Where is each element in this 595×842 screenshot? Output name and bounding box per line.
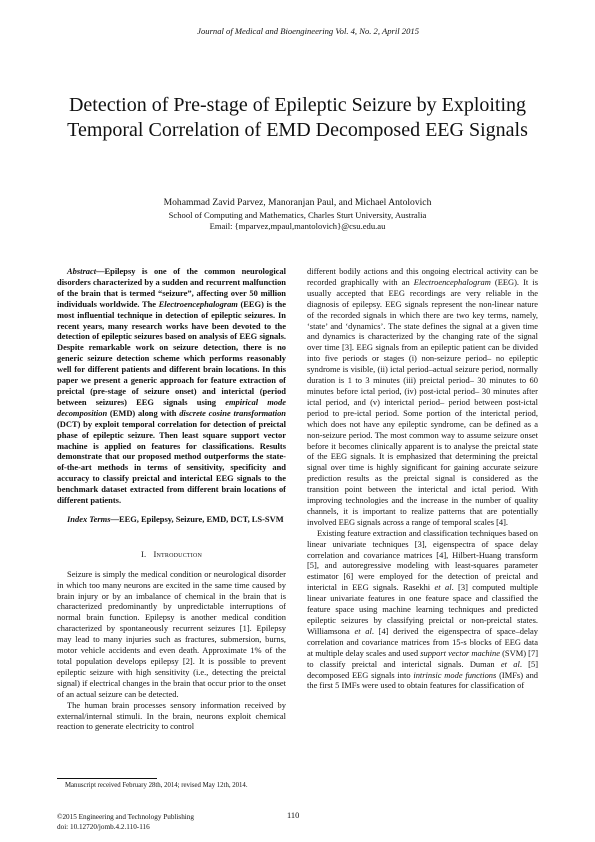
- journal-header: Journal of Medical and Bioengineering Vol. 4, No. 2, April 2015: [197, 26, 419, 36]
- abstract-text: —Epilepsy is one of the common neurological disorders characterized by a sudden and recurrent malfunction of the brain that is termed “seizure”, affecting over 50 million individuals worldwide. The: [57, 266, 286, 309]
- index-terms: [57, 514, 286, 525]
- abstract-text: (EEG) is the most influential technique in detection of epileptic seizures. In recent years, many research works have been devoted to the detection of epileptic seizures based on analysis of EEG signals. Despite remarkable work on seizure detection, there is no generic seizure detection scheme which performs reasonably well for different patients and different brain locations. In this paper we present a generic approach for feature extraction of preictal (pre-stage of seizure onset) and interictal (period between seizures) EEG signals using: [57, 298, 286, 407]
- copyright-line: ©2015 Engineering and Technology Publishing: [57, 813, 194, 821]
- abstract-term: discrete cosine transformation: [179, 407, 286, 418]
- footer-publisher: [57, 812, 194, 832]
- body-text: Existing feature extraction and classification techniques based on linear univariate techniques [3], eigenspectra of space delay correlation and covariance matrices [4], Hilbert-Huang transform [5], and autoregressive modeling with least-squares parameter estimator [6] were employed for the detection of preictal and interictal in EEG signals. Rasekhi: [307, 527, 538, 593]
- affiliation: School of Computing and Mathematics, Charles Sturt University, Australia: [168, 210, 427, 220]
- body-text: . [4] derived the eigenspectra of space–delay correlation and covariance matrices from 15-s blocks of EEG data at multiple delay scales and used: [307, 625, 539, 658]
- body-text: . [5] decomposed EEG signals into: [307, 658, 539, 680]
- body-term: support vector machine: [420, 647, 500, 658]
- abstract: [57, 266, 286, 506]
- body-text: (SVM) [7] to classify preictal and interictal signals. Duman: [307, 647, 539, 669]
- index-terms-text: —EEG, Epilepsy, Seizure, EMD, DCT, LS-SVM: [110, 513, 284, 524]
- body-text: (EEG). It is usually accepted that EEG recordings are very reliable in the diagnosis of epilepsy. EEG signals represent the non-linear nature of the recorded signals in which there are two key terms, namely, ‘state’ and ‘dynamics’. The state defines the signal at a given time and dynamics is characterized by the changing rate of the signal over time [3]. EEG signals from an epileptic patient can be divided into five periods or stages (i) non-seizure period– no epileptic syndrome is visible, (ii) ictal period–actual seizure period, normally duration is 1 to 3 minutes (iii) preictal period– 30 minutes to 60 minutes before ictal period, (iv) post-ictal period– 30 minutes after ictal period, and (v) interictal period– period between post-ictal period to pre-ictal period. Some portion of the interictal period, which does not have any epileptic syndrome, can be defined as a non-seizure period. The most common way to assume seizure onset before it becomes clinically apparent is to analyse the preictal state of the EEG signals. It is emphasized that determining the preictal signal over time is highly significant for gaining accurate seizure prediction results as the preictal signal is considered as the transition point between the interictal and ictal period. With improving technologies and the increase in the number of quality channels, it is important to realize patterns that are potentially involved EEG signals across a range of temporal scales [4].: [307, 276, 538, 527]
- page-number: 110: [287, 811, 300, 820]
- doi-line: doi: 10.12720/jomb.4.2.110-116: [57, 823, 150, 831]
- section-title: Introduction: [153, 548, 203, 559]
- left-column: [57, 266, 286, 732]
- body-term: intrinsic mode functions: [413, 669, 497, 680]
- footnote-divider: [57, 778, 157, 779]
- abstract-term: empirical mode decomposition: [57, 396, 286, 418]
- intro-paragraph-2: The human brain processes sensory information received by external/internal stimuli. In the brain, neurons exploit chemical reaction to generate electricity to control: [57, 699, 286, 732]
- abstract-label: Abstract: [67, 266, 97, 276]
- body-text: . [3] computed multiple linear univariate features in one feature space and classified the feature space using machine learning techniques and predicted epileptic seizures by classifying preictal or non-preictal states. Williamsona: [307, 582, 539, 636]
- body-term: et al: [354, 625, 372, 636]
- body-text: different bodily actions and this ongoing electrical activity can be recorded graphically with an: [307, 266, 538, 287]
- body-term: et al: [434, 582, 452, 593]
- abstract-text: (EMD) along with: [107, 407, 180, 418]
- body-text: (IMFs) and the first 5 IMFs were used to obtain features for classification of: [307, 669, 539, 691]
- abstract-text: (DCT) by exploit temporal correlation for detection of preictal phase of epileptic seizure. Then least square support vector machine is applied on features for classifications. Results demonstrate that our proposed method outperforms the state-of-the-art methods in terms of sensitivity, specificity and accuracy to classify preictal and interictal EEG signals to the benchmark dataset extracted from different brain locations of different patients.: [57, 418, 286, 506]
- section-number: I.: [140, 548, 147, 559]
- right-column: [307, 266, 538, 691]
- author-list: Mohammad Zavid Parvez, Manoranjan Paul, and Michael Antolovich: [163, 197, 432, 208]
- section-heading: [57, 549, 286, 560]
- email: Email: {mparvez,mpaul,mantolovich}@csu.edu.au: [209, 221, 386, 231]
- paper-title: Detection of Pre-stage of Epileptic Seizure by Exploiting Temporal Correlation of EMD Decomposed EEG Signals: [67, 94, 528, 141]
- index-terms-label: Index Terms: [67, 513, 111, 524]
- body-term: Electroencephalogram: [413, 276, 491, 287]
- affiliation-block: [0, 210, 595, 232]
- right-paragraph-2: [307, 528, 538, 692]
- footnote: Manuscript received February 28th, 2014; revised May 12th, 2014.: [65, 782, 248, 789]
- body-term: et al: [500, 658, 520, 669]
- intro-paragraph-1: Seizure is simply the medical condition or neurological disorder in which too many neurons are excited in the same time caused by brain injury or by an imbalance of chemical in the brain that is characterized predominantly by unpredictable interruptions of normal brain function. Epilepsy is another medical condition characterized by spontaneously recurrent seizures [1]. Epilepsy may lead to many injuries such as fractures, submersion, burns, motor vehicle accidents and even death. Approximate 1% of the total population develops epilepsy [2]. It is possible to prevent epileptic seizure with high sensitivity (i.e., detecting the preictal signal) if electrical changes in the brain that occur prior to the onset of an actual seizure can be detected.: [57, 568, 286, 699]
- abstract-term: Electroencephalogram: [158, 298, 238, 309]
- right-paragraph-1: [307, 266, 538, 528]
